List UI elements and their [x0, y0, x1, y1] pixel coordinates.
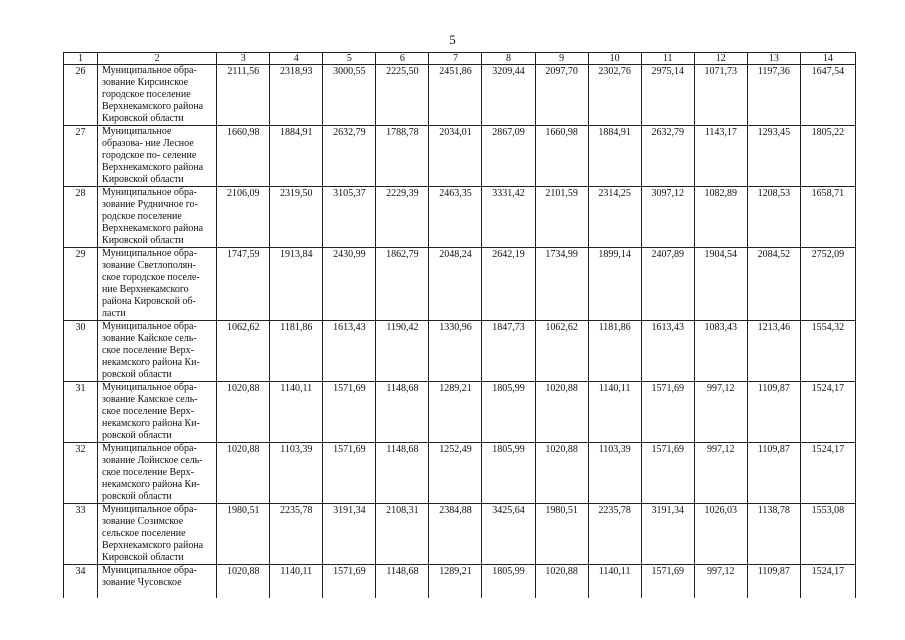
value-cell: 1571,69 — [323, 382, 376, 443]
column-header: 11 — [641, 53, 694, 65]
value-cell: 1904,54 — [694, 248, 747, 321]
value-cell: 1140,11 — [588, 382, 641, 443]
value-cell: 997,12 — [694, 565, 747, 598]
value-cell: 1103,39 — [588, 443, 641, 504]
value-cell: 1148,68 — [376, 443, 429, 504]
value-cell: 1647,54 — [800, 65, 855, 126]
value-cell: 1252,49 — [429, 443, 482, 504]
value-cell: 1026,03 — [694, 504, 747, 565]
value-cell: 1330,96 — [429, 321, 482, 382]
value-cell: 1747,59 — [217, 248, 270, 321]
row-number: 31 — [64, 382, 98, 443]
value-cell: 2229,39 — [376, 187, 429, 248]
column-header: 13 — [747, 53, 800, 65]
value-cell: 1805,99 — [482, 565, 535, 598]
value-cell: 2225,50 — [376, 65, 429, 126]
value-cell: 1020,88 — [217, 565, 270, 598]
value-cell: 1140,11 — [270, 565, 323, 598]
value-cell: 1140,11 — [588, 565, 641, 598]
table-row — [64, 504, 856, 565]
value-cell: 1554,32 — [800, 321, 855, 382]
value-cell: 1213,46 — [747, 321, 800, 382]
value-cell: 1847,73 — [482, 321, 535, 382]
value-cell: 1140,11 — [270, 382, 323, 443]
value-cell: 1109,87 — [747, 382, 800, 443]
value-cell: 2642,19 — [482, 248, 535, 321]
column-header: 6 — [376, 53, 429, 65]
value-cell: 2384,88 — [429, 504, 482, 565]
value-cell: 1899,14 — [588, 248, 641, 321]
value-cell: 1020,88 — [535, 382, 588, 443]
value-cell: 2106,09 — [217, 187, 270, 248]
row-number: 27 — [64, 126, 98, 187]
value-cell: 2314,25 — [588, 187, 641, 248]
municipality-name: Муниципальное обра- зование Светлополян- ское городское поселе- ние Верхнекамского района Кировской об- ласти — [98, 248, 217, 321]
column-header: 3 — [217, 53, 270, 65]
row-number: 32 — [64, 443, 98, 504]
value-cell: 1020,88 — [217, 443, 270, 504]
table-body — [64, 65, 856, 598]
column-header: 8 — [482, 53, 535, 65]
value-cell: 2430,99 — [323, 248, 376, 321]
value-cell: 1658,71 — [800, 187, 855, 248]
value-cell: 2451,86 — [429, 65, 482, 126]
value-cell: 1613,43 — [323, 321, 376, 382]
header-row — [64, 53, 856, 65]
value-cell: 1197,36 — [747, 65, 800, 126]
value-cell: 1148,68 — [376, 565, 429, 598]
value-cell: 2034,01 — [429, 126, 482, 187]
value-cell: 1613,43 — [641, 321, 694, 382]
row-number: 34 — [64, 565, 98, 598]
value-cell: 2235,78 — [270, 504, 323, 565]
row-number: 26 — [64, 65, 98, 126]
municipality-name: Муниципальное обра- зование Лойнское сель- ское поселение Верх- некамского района Ки- ровской области — [98, 443, 217, 504]
value-cell: 2632,79 — [323, 126, 376, 187]
value-cell: 3191,34 — [641, 504, 694, 565]
value-cell: 2235,78 — [588, 504, 641, 565]
column-header: 7 — [429, 53, 482, 65]
column-header: 4 — [270, 53, 323, 65]
value-cell: 1020,88 — [217, 382, 270, 443]
value-cell: 1190,42 — [376, 321, 429, 382]
row-number: 28 — [64, 187, 98, 248]
value-cell: 1571,69 — [641, 565, 694, 598]
value-cell: 2632,79 — [641, 126, 694, 187]
table-row — [64, 443, 856, 504]
table-row — [64, 321, 856, 382]
value-cell: 1571,69 — [641, 443, 694, 504]
value-cell: 1805,99 — [482, 382, 535, 443]
column-header: 10 — [588, 53, 641, 65]
value-cell: 2048,24 — [429, 248, 482, 321]
column-header: 12 — [694, 53, 747, 65]
value-cell: 1103,39 — [270, 443, 323, 504]
value-cell: 1805,99 — [482, 443, 535, 504]
value-cell: 3331,42 — [482, 187, 535, 248]
value-cell: 1148,68 — [376, 382, 429, 443]
column-header: 2 — [98, 53, 217, 65]
value-cell: 1062,62 — [217, 321, 270, 382]
value-cell: 1788,78 — [376, 126, 429, 187]
value-cell: 2752,09 — [800, 248, 855, 321]
value-cell: 2302,76 — [588, 65, 641, 126]
value-cell: 1862,79 — [376, 248, 429, 321]
value-cell: 3105,37 — [323, 187, 376, 248]
value-cell: 1524,17 — [800, 565, 855, 598]
value-cell: 1082,89 — [694, 187, 747, 248]
value-cell: 1524,17 — [800, 382, 855, 443]
value-cell: 1289,21 — [429, 382, 482, 443]
municipality-name: Муниципальное обра- зование Чусовское — [98, 565, 217, 598]
value-cell: 2108,31 — [376, 504, 429, 565]
value-cell: 1913,84 — [270, 248, 323, 321]
table-row — [64, 187, 856, 248]
value-cell: 2111,56 — [217, 65, 270, 126]
value-cell: 1020,88 — [535, 565, 588, 598]
value-cell: 2084,52 — [747, 248, 800, 321]
value-cell: 2975,14 — [641, 65, 694, 126]
municipality-name: Муниципальное образова- ние Лесное городское по- селение Верхнекамского района Кировской области — [98, 126, 217, 187]
value-cell: 1289,21 — [429, 565, 482, 598]
value-cell: 1571,69 — [323, 443, 376, 504]
value-cell: 1208,53 — [747, 187, 800, 248]
value-cell: 1020,88 — [535, 443, 588, 504]
column-header: 9 — [535, 53, 588, 65]
value-cell: 2867,09 — [482, 126, 535, 187]
value-cell: 1143,17 — [694, 126, 747, 187]
row-number: 33 — [64, 504, 98, 565]
value-cell: 1884,91 — [588, 126, 641, 187]
value-cell: 1734,99 — [535, 248, 588, 321]
table-row — [64, 565, 856, 598]
value-cell: 1571,69 — [641, 382, 694, 443]
value-cell: 1181,86 — [270, 321, 323, 382]
value-cell: 3425,64 — [482, 504, 535, 565]
column-header: 5 — [323, 53, 376, 65]
value-cell: 1071,73 — [694, 65, 747, 126]
value-cell: 2463,35 — [429, 187, 482, 248]
value-cell: 2101,59 — [535, 187, 588, 248]
row-number: 29 — [64, 248, 98, 321]
value-cell: 1980,51 — [217, 504, 270, 565]
table-row — [64, 382, 856, 443]
value-cell: 3191,34 — [323, 504, 376, 565]
value-cell: 1524,17 — [800, 443, 855, 504]
value-cell: 997,12 — [694, 382, 747, 443]
value-cell: 1109,87 — [747, 565, 800, 598]
value-cell: 3000,55 — [323, 65, 376, 126]
value-cell: 1138,78 — [747, 504, 800, 565]
value-cell: 1571,69 — [323, 565, 376, 598]
value-cell: 1553,08 — [800, 504, 855, 565]
municipality-name: Муниципальное обра- зование Созимское сельское поселение Верхнекамского района Кировской области — [98, 504, 217, 565]
value-cell: 3097,12 — [641, 187, 694, 248]
value-cell: 3209,44 — [482, 65, 535, 126]
value-cell: 997,12 — [694, 443, 747, 504]
municipality-name: Муниципальное обра- зование Камское сель- ское поселение Верх- некамского района Ки- ровской области — [98, 382, 217, 443]
value-cell: 1109,87 — [747, 443, 800, 504]
column-header: 14 — [800, 53, 855, 65]
value-cell: 1083,43 — [694, 321, 747, 382]
data-table — [63, 52, 856, 598]
value-cell: 1805,22 — [800, 126, 855, 187]
page-number: 5 — [449, 32, 456, 47]
value-cell: 1293,45 — [747, 126, 800, 187]
value-cell: 2319,50 — [270, 187, 323, 248]
table-row — [64, 248, 856, 321]
value-cell: 2318,93 — [270, 65, 323, 126]
value-cell: 2097,70 — [535, 65, 588, 126]
table-row — [64, 126, 856, 187]
municipality-name: Муниципальное обра- зование Кайское сель- ское поселение Верх- некамского района Ки- ровской области — [98, 321, 217, 382]
value-cell: 1062,62 — [535, 321, 588, 382]
value-cell: 1980,51 — [535, 504, 588, 565]
table-row — [64, 65, 856, 126]
value-cell: 1660,98 — [535, 126, 588, 187]
row-number: 30 — [64, 321, 98, 382]
value-cell: 1660,98 — [217, 126, 270, 187]
value-cell: 2407,89 — [641, 248, 694, 321]
municipality-name: Муниципальное обра- зование Кирсинское городское поселение Верхнекамского района Кировской области — [98, 65, 217, 126]
value-cell: 1884,91 — [270, 126, 323, 187]
column-header: 1 — [64, 53, 98, 65]
value-cell: 1181,86 — [588, 321, 641, 382]
municipality-name: Муниципальное обра- зование Рудничное го- родское поселение Верхнекамского района Кировской области — [98, 187, 217, 248]
